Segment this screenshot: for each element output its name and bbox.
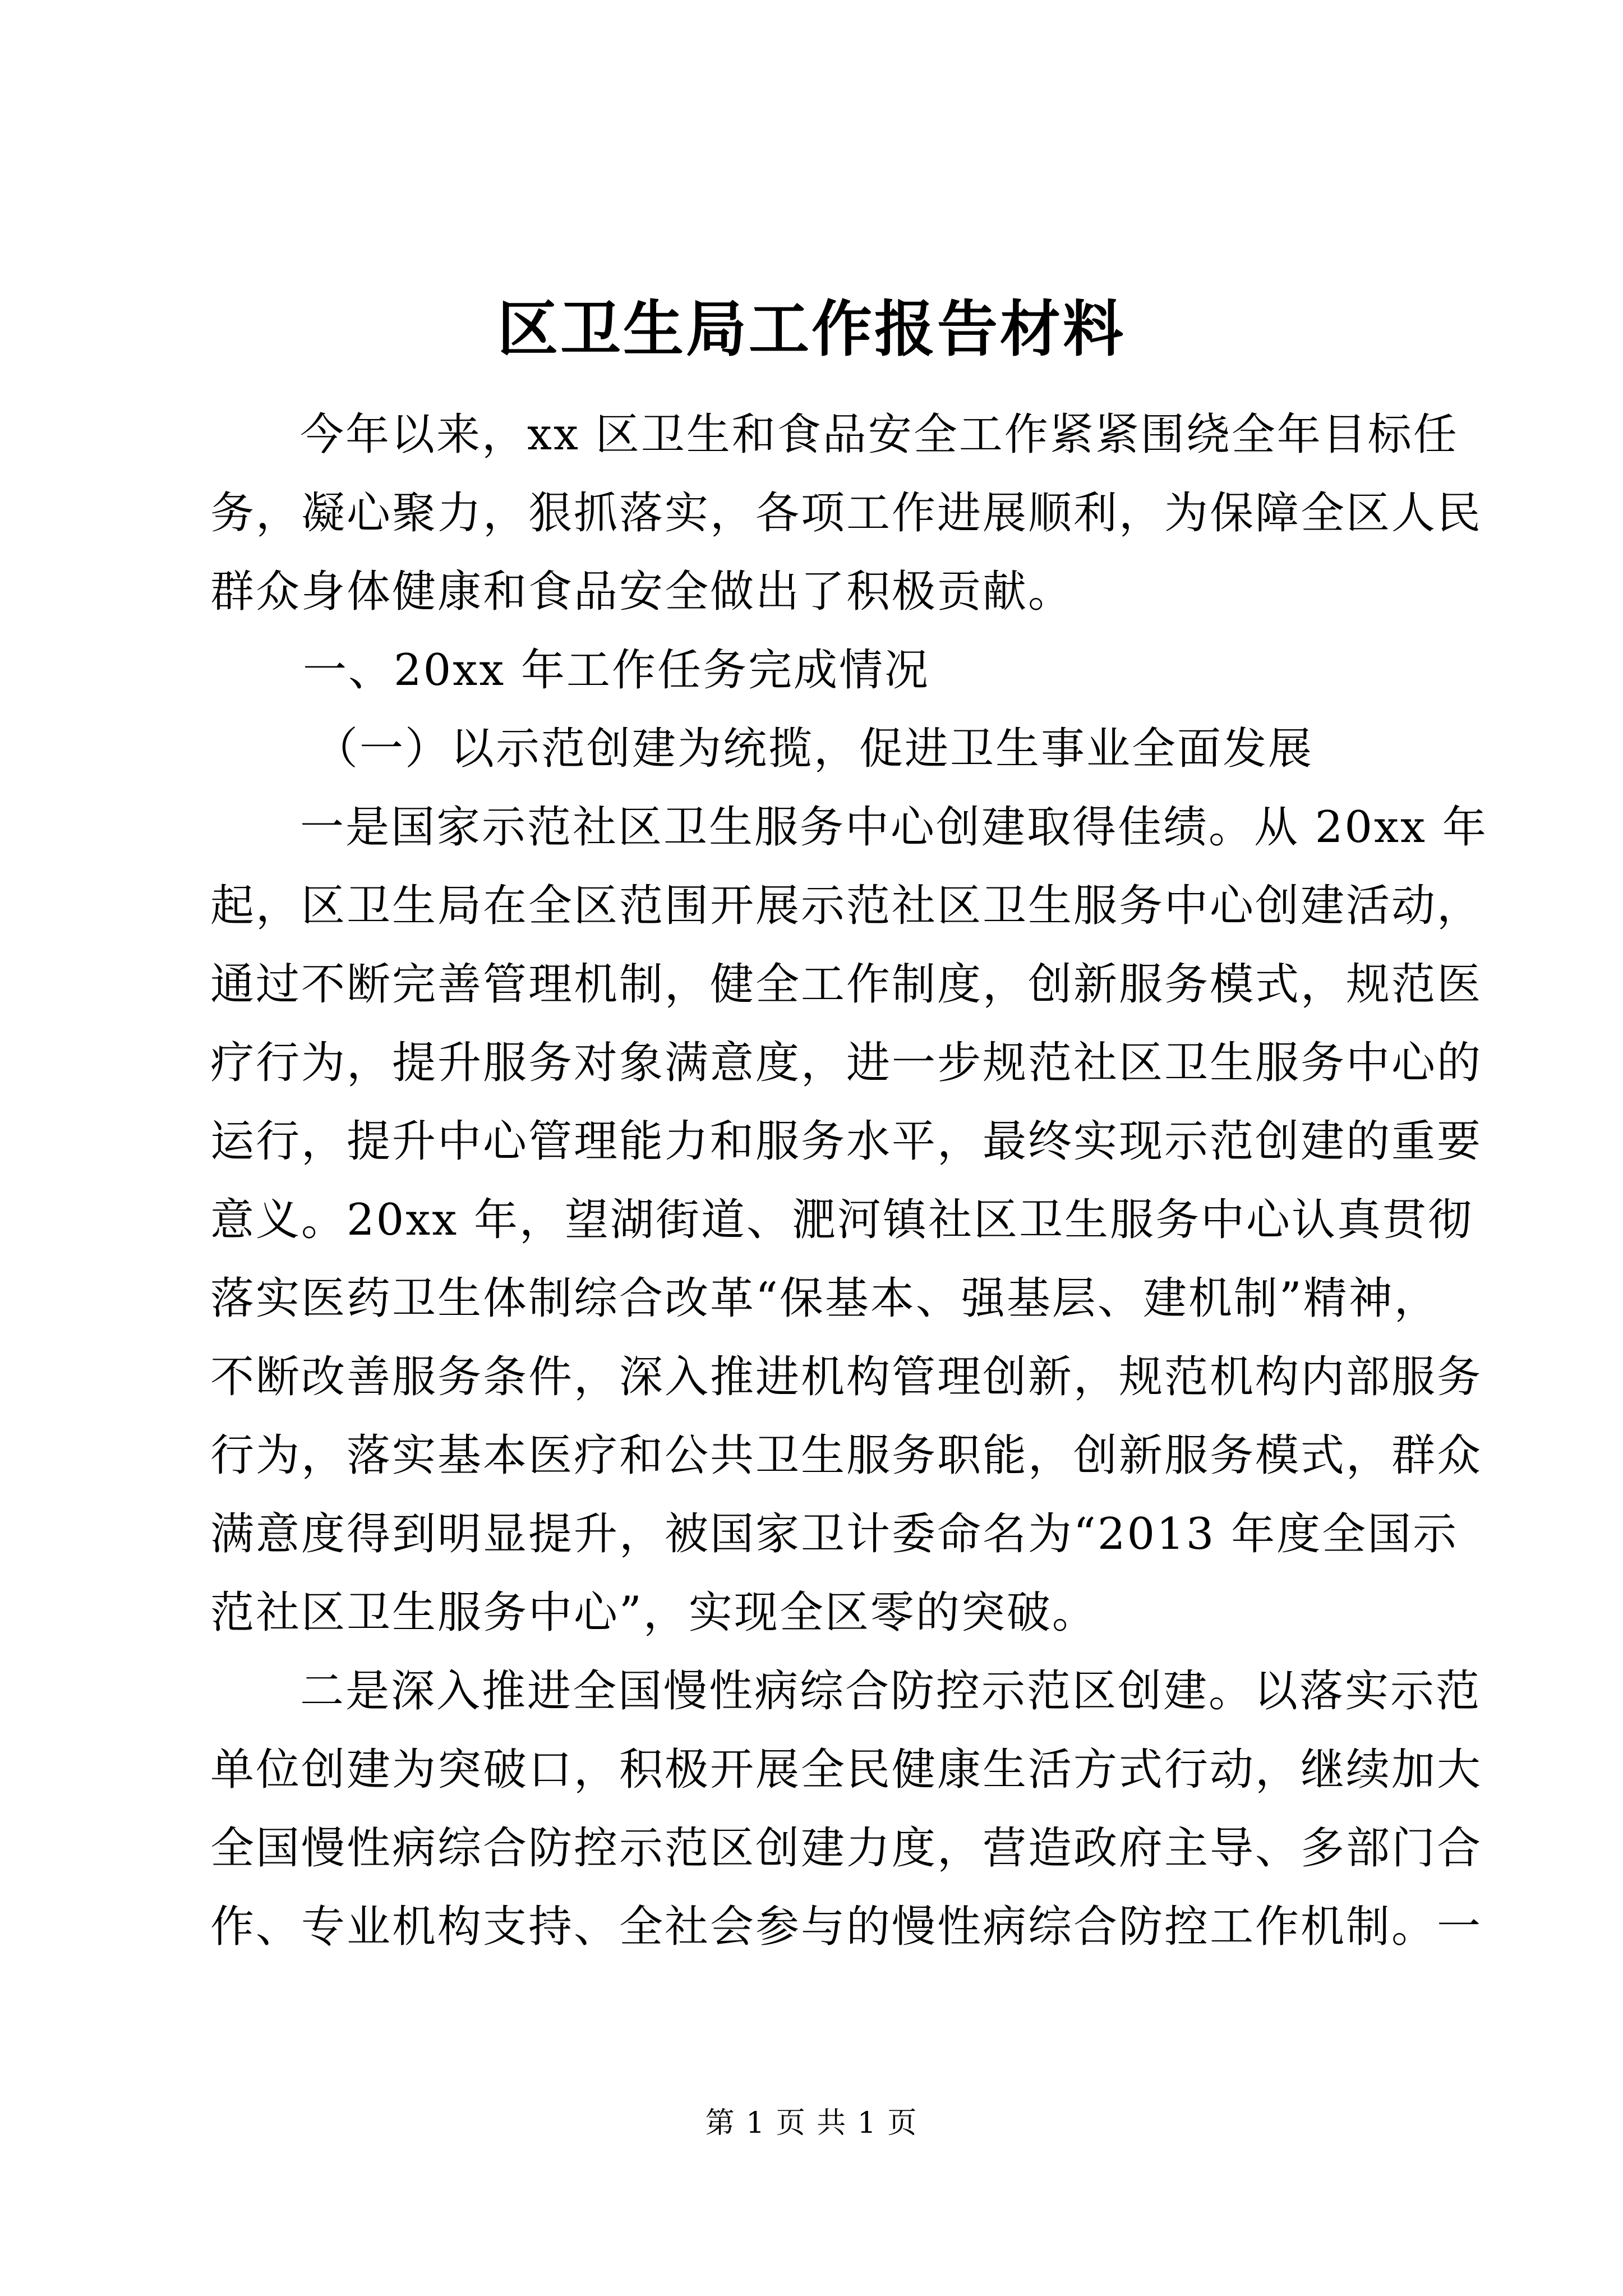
paragraph-line: 意义。20xx 年，望湖街道、淝河镇社区卫生服务中心认真贯彻 bbox=[210, 1195, 1474, 1245]
paragraph-line: 满意度得到明显提升，被国家卫计委命名为“2013 年度全国示 bbox=[210, 1509, 1459, 1559]
paragraph-line: 疗行为，提升服务对象满意度，进一步规范社区卫生服务中心的 bbox=[210, 1038, 1483, 1088]
section-heading: 一、20xx 年工作任务完成情况 bbox=[303, 645, 930, 696]
paragraph-line: 作、专业机构支持、全社会参与的慢性病综合防控工作机制。一 bbox=[210, 1902, 1483, 1952]
paragraph-line: 今年以来，xx 区卫生和食品安全工作紧紧围绕全年目标任 bbox=[300, 409, 1459, 460]
paragraph-line: 起，区卫生局在全区范围开展示范社区卫生服务中心创建活动， bbox=[210, 881, 1483, 931]
paragraph-line: 范社区卫生服务中心”，实现全区零的突破。 bbox=[210, 1588, 1098, 1638]
paragraph-line: 务，凝心聚力，狠抓落实，各项工作进展顺利，为保障全区人民 bbox=[210, 488, 1483, 539]
paragraph-line: 行为，落实基本医疗和公共卫生服务职能，创新服务模式，群众 bbox=[210, 1430, 1483, 1481]
paragraph-line: 运行，提升中心管理能力和服务水平，最终实现示范创建的重要 bbox=[210, 1116, 1483, 1167]
paragraph-line: 落实医药卫生体制综合改革“保基本、强基层、建机制”精神， bbox=[210, 1273, 1440, 1324]
page-footer: 第 1 页 共 1 页 bbox=[705, 2106, 918, 2140]
document-title: 区卫生局工作报告材料 bbox=[497, 294, 1126, 365]
paragraph-line: 一是国家示范社区卫生服务中心创建取得佳绩。从 20xx 年 bbox=[300, 802, 1488, 853]
paragraph-line: 通过不断完善管理机制，健全工作制度，创新服务模式，规范医 bbox=[210, 959, 1483, 1010]
paragraph-line: 群众身体健康和食品安全做出了积极贡献。 bbox=[210, 567, 1074, 617]
paragraph-line: 单位创建为突破口，积极开展全民健康生活方式行动，继续加大 bbox=[210, 1745, 1483, 1795]
subsection-heading: （一）以示范创建为统揽，促进卫生事业全面发展 bbox=[314, 724, 1314, 774]
paragraph-line: 不断改善服务条件，深入推进机构管理创新，规范机构内部服务 bbox=[210, 1352, 1483, 1402]
paragraph-line: 二是深入推进全国慢性病综合防控示范区创建。以落实示范 bbox=[300, 1666, 1482, 1717]
paragraph-line: 全国慢性病综合防控示范区创建力度，营造政府主导、多部门合 bbox=[210, 1823, 1483, 1874]
